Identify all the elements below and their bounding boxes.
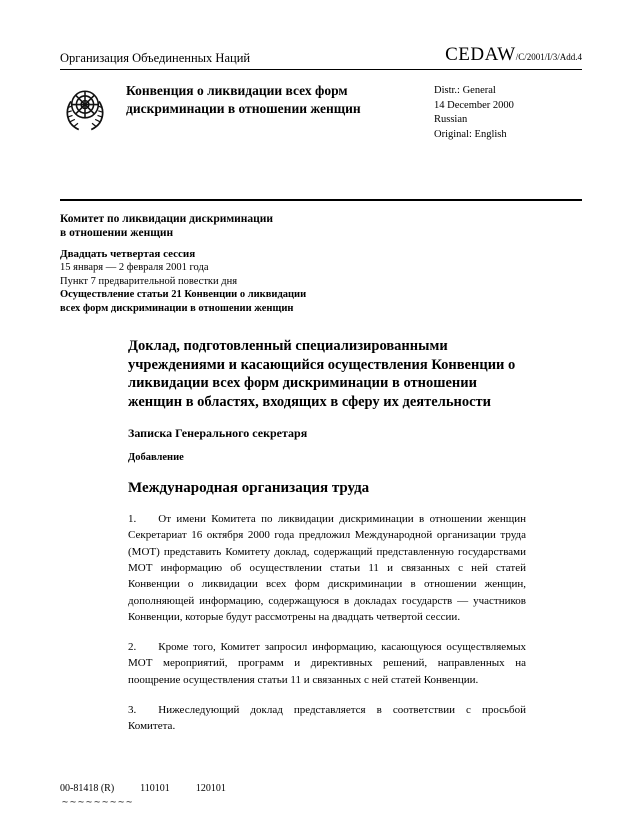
footer-code-1: 110101	[140, 783, 170, 794]
distr-line: Distr.: General	[434, 85, 496, 96]
paragraph-2-text: Кроме того, Комитет запросил информацию, касающуюся осуществляемых МОТ мероприятий, программ и директивных решений, направленных на поощрение осуществления статьи 11 и связанных с ней статей Конвенции.	[128, 641, 526, 686]
organization-name: Организация Объединенных Наций	[60, 51, 251, 65]
addendum-label: Добавление	[128, 452, 184, 464]
footer-job-number	[60, 783, 226, 794]
committee-block	[60, 212, 582, 315]
document-symbol-main: CEDAW	[445, 44, 516, 65]
report-title: Доклад, подготовленный специализированными учреждениями и касающийся осуществления Конвенции о ликвидации всех форм дискриминации в отношении женщин в областях, входящих в сферу их деятельности	[128, 338, 516, 410]
session-title: Двадцать четвертая сессия	[60, 248, 196, 261]
header-divider	[60, 69, 582, 70]
session-dates: 15 января — 2 февраля 2001 года	[60, 262, 209, 274]
agenda-subject-line2: всех форм дискриминации в отношении женщин	[60, 302, 294, 314]
committee-name-line2: в отношении женщин	[60, 227, 174, 240]
paragraph-1	[128, 511, 526, 625]
paragraph-2-number: 2.	[128, 641, 137, 654]
paragraph-3-text: Нижеследующий доклад представляется в соответствии с просьбой Комитета.	[128, 703, 526, 733]
un-emblem-icon	[60, 82, 126, 143]
committee-name-line1: Комитет по ликвидации дискриминации	[60, 212, 274, 225]
convention-title: Конвенция о ликвидации всех форм дискриминации в отношении женщин	[126, 83, 361, 116]
document-header	[60, 44, 582, 66]
language-line: Russian	[434, 114, 468, 126]
date-line: 14 December 2000	[434, 99, 514, 111]
agenda-subject-line1: Осуществление статьи 21 Конвенции о ликвидации	[60, 289, 307, 301]
document-body	[128, 337, 526, 734]
masthead	[60, 82, 582, 143]
document-symbol-suffix: /C/2001/I/3/Add.4	[515, 52, 582, 62]
distribution-block	[434, 82, 582, 143]
section-title: Международная организация труда	[128, 480, 370, 497]
original-language-line: Original: English	[434, 129, 507, 141]
paragraph-3-number: 3.	[128, 703, 137, 716]
paragraph-1-text: От имени Комитета по ликвидации дискриминации в отношении женщин Секретариат 16 октября 2000 года предложил Международной организации труда (МОТ) представить Комитету доклад, содержащий представленную государствами МОТ информацию об осуществлении статьи 11 и связанных с ней статей Конвенции о ликвидации всех форм дискриминации в отношении женщин, дополняющей информацию, содержащуюся в докладах государств — участников Конвенции, которые будут рассмотрены на двадцать четвертой сессии.	[128, 513, 526, 623]
barcode: ~~~~~~~~~	[62, 797, 135, 808]
masthead-divider	[60, 199, 582, 201]
document-symbol	[445, 44, 582, 66]
paragraph-1-number: 1.	[128, 513, 137, 526]
paragraph-2	[128, 639, 526, 688]
note-title: Записка Генерального секретаря	[128, 426, 308, 441]
paragraph-3	[128, 702, 526, 735]
agenda-item: Пункт 7 предварительной повестки дня	[60, 275, 238, 287]
document-job-number: 00-81418 (R)	[60, 783, 115, 794]
footer-code-2: 120101	[195, 783, 226, 794]
